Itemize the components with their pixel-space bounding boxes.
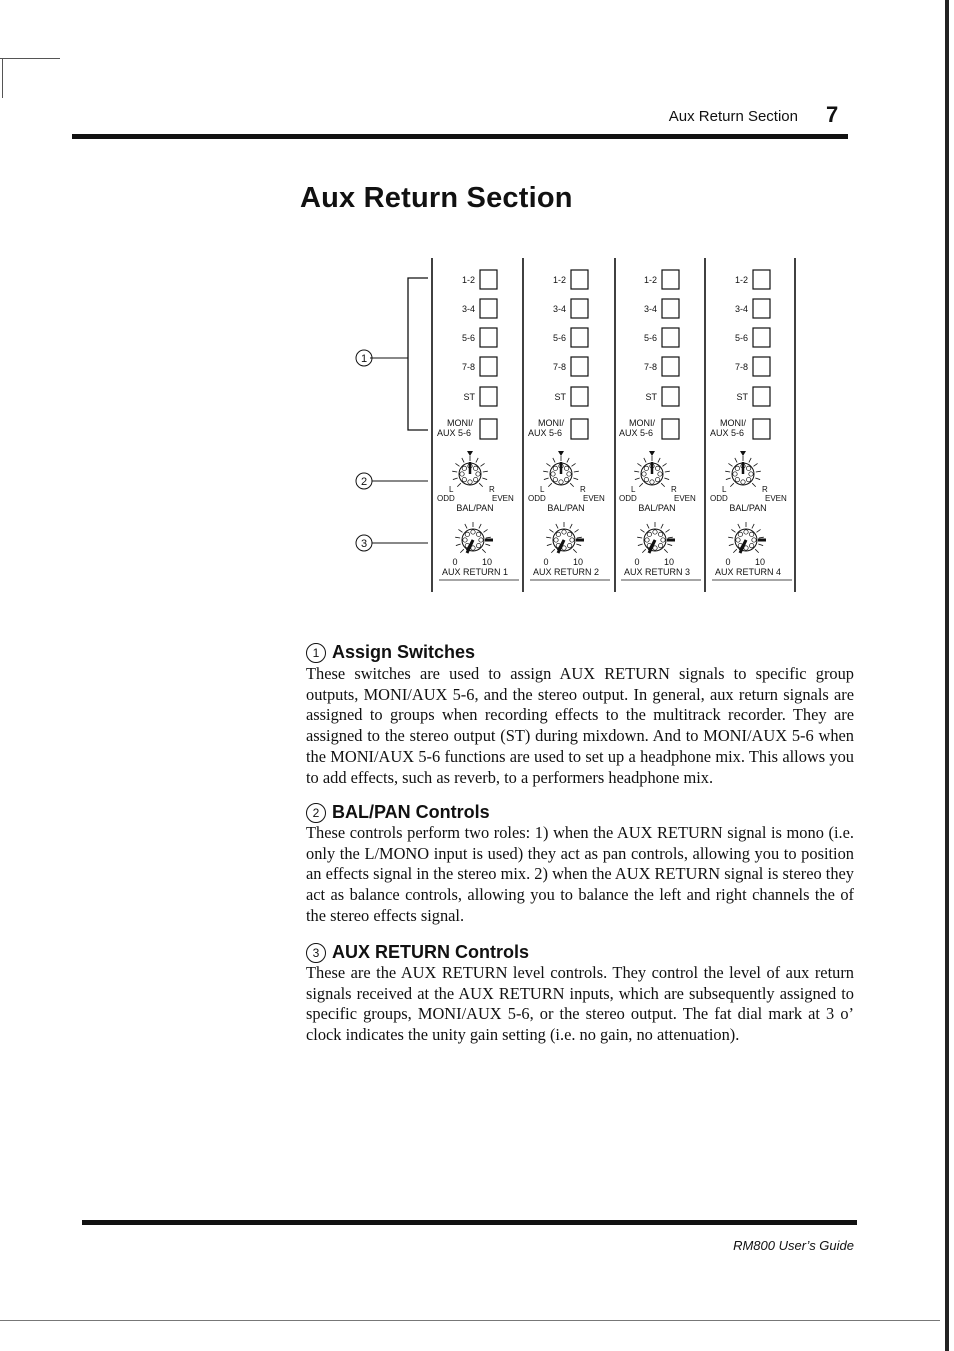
channel-caption: AUX RETURN 4 [714, 567, 782, 577]
knob-scallop [570, 538, 574, 542]
knob-tick [755, 478, 760, 480]
callout-number: 3 [360, 538, 368, 550]
knob-scallop [473, 477, 477, 481]
knob-tick [544, 478, 549, 480]
knob-scallop [749, 532, 753, 536]
level-max-label: 10 [572, 557, 584, 567]
knob-tick [726, 478, 731, 480]
switch-label: 3-4 [734, 304, 748, 314]
pan-label-odd: ODD [437, 494, 455, 503]
knob-tick [639, 483, 643, 487]
knob-tick [738, 524, 740, 528]
knob-scallop [476, 543, 480, 547]
assign-switch-st [753, 387, 770, 406]
section-body-bal-pan: These controls perform two roles: 1) when the AUX RETURN signal is mono (i.e. only the L/MONO input is used) they act as pan controls, allowing you to position an effects signal in the stereo mix. 2) when the AUX RETURN signal is stereo they act as balance controls, allowing you to balance the left and right channels the of the stereo effects signal. [306, 823, 854, 925]
scan-mark [2, 58, 3, 98]
assign-switch-moni-aux [662, 419, 679, 439]
level-max-label: 10 [663, 557, 675, 567]
knob-tick [728, 463, 732, 466]
switch-label: 7-8 [734, 362, 748, 372]
knob-scallop [462, 466, 466, 470]
knob-scallop [556, 532, 560, 536]
knob-tick [462, 458, 464, 462]
section-heading-assign-switches [306, 642, 475, 663]
knob-scallop [564, 466, 568, 470]
assign-switch-moni-aux [480, 419, 497, 439]
switch-label: 1-2 [643, 275, 657, 285]
assign-switch-1-2 [753, 270, 770, 289]
level-min-label: 0 [452, 557, 458, 567]
pan-label-right: R [671, 485, 677, 494]
knob-tick [638, 544, 643, 546]
knob-tick [758, 544, 763, 546]
knob-scallop [650, 480, 654, 484]
knob-scallop [658, 532, 662, 536]
knob-scallop [733, 472, 737, 476]
knob-scallop [741, 480, 745, 484]
callout-number: 3 [306, 943, 326, 963]
pan-label-odd: ODD [710, 494, 728, 503]
knob-scallop [476, 532, 480, 536]
knob-tick [479, 524, 481, 528]
knob-tick [647, 524, 649, 528]
knob-scallop [644, 466, 648, 470]
knob-scallop [658, 543, 662, 547]
knob-tick [570, 483, 574, 487]
knob-scallop [468, 480, 472, 484]
knob-scallop [752, 538, 756, 542]
knob-tick [455, 463, 459, 466]
knob-scallop [735, 477, 739, 481]
pan-caption: BAL/PAN [547, 503, 585, 513]
level-min-label: 0 [725, 557, 731, 567]
knob-scallop [653, 530, 657, 534]
switch-label: 3-4 [461, 304, 475, 314]
switch-label: 1-2 [552, 275, 566, 285]
level-max-label: 10 [754, 557, 766, 567]
switch-label: AUX 5-6 [710, 428, 745, 438]
knob-tick [757, 529, 761, 532]
pan-label-right: R [489, 485, 495, 494]
switch-label: 7-8 [552, 362, 566, 372]
knob-tick [666, 529, 670, 532]
knob-scallop [735, 466, 739, 470]
knob-tick [658, 458, 660, 462]
switch-label: 5-6 [552, 333, 566, 343]
knob-tick [476, 458, 478, 462]
section-body-aux-return: These are the AUX RETURN level controls. They control the level of aux return signals received at the AUX RETURN inputs, which are subsequently assigned to specific groups, MONI/AUX 5-6, or the stereo output. The fat dial mark at 3 o’ clock indicates the unity gain setting (i.e. no gain, no attenuation). [306, 963, 854, 1045]
knob-scallop [658, 472, 662, 476]
switch-label: 5-6 [461, 333, 475, 343]
knob-scallop [738, 532, 742, 536]
knob-tick [546, 463, 550, 466]
section-body-assign-switches: These switches are used to assign AUX RETURN signals to specific group outputs, MONI/AUX 5-6, and the stereo output. In general, aux return signals are assigned to groups when recording effects to the multitrack recorder. They are assigned to the stereo output (ST) during mixdown. And to MONI/AUX 5-6 when the MONI/AUX 5-6 functions are used to set up a headphone mix. This allows you to add effects, such as reverb, to a performers headphone mix. [306, 664, 854, 787]
assign-switch-1-2 [662, 270, 679, 289]
assign-switch-st [662, 387, 679, 406]
knob-tick [556, 524, 558, 528]
pan-label-even: EVEN [674, 494, 696, 503]
knob-tick [570, 524, 572, 528]
channel-caption: AUX RETURN 2 [532, 567, 600, 577]
knob-scallop [749, 543, 753, 547]
assign-switch-moni-aux [753, 419, 770, 439]
knob-tick [465, 524, 467, 528]
knob-tick [460, 549, 464, 553]
knob-scallop [554, 538, 558, 542]
knob-tick [663, 463, 667, 466]
pan-label-left: L [722, 485, 727, 494]
pan-label-left: L [631, 485, 636, 494]
knob-scallop [647, 532, 651, 536]
knob-tick [486, 537, 491, 538]
scan-mark [0, 1320, 940, 1321]
switch-label: 7-8 [643, 362, 657, 372]
knob-scallop [564, 477, 568, 481]
callout-number: 2 [360, 476, 368, 488]
knob-tick [548, 483, 552, 487]
footer-rule [82, 1220, 857, 1225]
knob-scallop [465, 532, 469, 536]
knob-tick [481, 463, 485, 466]
switch-label: AUX 5-6 [437, 428, 472, 438]
pan-label-even: EVEN [583, 494, 605, 503]
knob-scallop [460, 472, 464, 476]
pan-caption: BAL/PAN [638, 503, 676, 513]
knob-tick [483, 471, 488, 472]
knob-scallop [479, 538, 483, 542]
bracket-assign-switches [408, 278, 428, 430]
switch-label: MONI/ [447, 418, 473, 428]
knob-tick [668, 537, 673, 538]
pan-label-even: EVEN [765, 494, 787, 503]
switch-label: ST [463, 392, 475, 402]
assign-switch-1-2 [480, 270, 497, 289]
section-heading-bal-pan [306, 802, 490, 823]
center-detent-mark [467, 451, 473, 456]
knob-tick [637, 537, 642, 538]
switch-label: ST [736, 392, 748, 402]
knob-scallop [644, 477, 648, 481]
knob-tick [730, 483, 734, 487]
pan-label-left: L [449, 485, 454, 494]
aux-return-panel-diagram [340, 250, 810, 620]
knob-scallop [463, 538, 467, 542]
knob-tick [553, 458, 555, 462]
knob-tick [644, 458, 646, 462]
scan-mark [0, 58, 60, 59]
knob-scallop [476, 472, 480, 476]
knob-tick [728, 537, 733, 538]
knob-tick [729, 544, 734, 546]
knob-scallop [642, 472, 646, 476]
switch-label: 5-6 [643, 333, 657, 343]
knob-tick [479, 483, 483, 487]
knob-tick [664, 478, 669, 480]
knob-tick [572, 463, 576, 466]
knob-scallop [567, 543, 571, 547]
knob-scallop [746, 477, 750, 481]
knob-tick [634, 471, 639, 472]
knob-scallop [744, 530, 748, 534]
assign-switch-5-6 [753, 328, 770, 347]
level-min-label: 0 [543, 557, 549, 567]
header-rule [72, 134, 848, 139]
knob-scallop [553, 466, 557, 470]
callout-number: 2 [306, 803, 326, 823]
switch-label: MONI/ [538, 418, 564, 428]
knob-tick [452, 471, 457, 472]
switch-label: ST [645, 392, 657, 402]
knob-scallop [645, 538, 649, 542]
callout-number: 1 [306, 643, 326, 663]
running-header-title: Aux Return Section [668, 108, 798, 125]
switch-label: 7-8 [461, 362, 475, 372]
knob-tick [664, 549, 668, 553]
knob-tick [547, 544, 552, 546]
knob-scallop [567, 532, 571, 536]
knob-tick [735, 458, 737, 462]
knob-tick [573, 478, 578, 480]
knob-scallop [655, 477, 659, 481]
assign-switch-3-4 [480, 299, 497, 318]
assign-switch-3-4 [753, 299, 770, 318]
knob-tick [756, 471, 761, 472]
pan-caption: BAL/PAN [456, 503, 494, 513]
knob-tick [759, 537, 764, 538]
switch-label: MONI/ [629, 418, 655, 428]
section-title: BAL/PAN Controls [332, 802, 490, 822]
callout-number: 1 [360, 353, 368, 365]
knob-scallop [567, 472, 571, 476]
knob-scallop [736, 538, 740, 542]
knob-tick [482, 549, 486, 553]
switch-label: 3-4 [643, 304, 657, 314]
pan-caption: BAL/PAN [729, 503, 767, 513]
section-heading-aux-return [306, 942, 529, 963]
pan-label-right: R [580, 485, 586, 494]
knob-tick [661, 524, 663, 528]
page-title: Aux Return Section [300, 182, 573, 214]
knob-tick [567, 458, 569, 462]
assign-switch-5-6 [662, 328, 679, 347]
knob-tick [576, 544, 581, 546]
knob-tick [752, 524, 754, 528]
knob-scallop [559, 480, 563, 484]
knob-tick [543, 471, 548, 472]
knob-tick [667, 544, 672, 546]
knob-tick [549, 529, 553, 532]
knob-scallop [551, 472, 555, 476]
switch-label: 5-6 [734, 333, 748, 343]
assign-switch-3-4 [571, 299, 588, 318]
knob-tick [574, 471, 579, 472]
center-detent-mark [740, 451, 746, 456]
pan-label-odd: ODD [528, 494, 546, 503]
switch-label: AUX 5-6 [619, 428, 654, 438]
pan-label-odd: ODD [619, 494, 637, 503]
knob-tick [733, 549, 737, 553]
assign-switch-st [571, 387, 588, 406]
knob-scallop [749, 472, 753, 476]
center-detent-mark [558, 451, 564, 456]
knob-tick [752, 483, 756, 487]
assign-switch-1-2 [571, 270, 588, 289]
knob-scallop [473, 466, 477, 470]
pan-label-left: L [540, 485, 545, 494]
center-detent-mark [649, 451, 655, 456]
knob-tick [665, 471, 670, 472]
switch-label: ST [554, 392, 566, 402]
knob-tick [546, 537, 551, 538]
knob-tick [640, 529, 644, 532]
channel-caption: AUX RETURN 3 [623, 567, 691, 577]
knob-tick [484, 529, 488, 532]
pan-label-right: R [762, 485, 768, 494]
knob-scallop [462, 477, 466, 481]
level-max-label: 10 [481, 557, 493, 567]
knob-tick [482, 478, 487, 480]
switch-label: MONI/ [720, 418, 746, 428]
knob-scallop [562, 530, 566, 534]
scan-edge [945, 0, 949, 1351]
knob-tick [754, 463, 758, 466]
knob-scallop [471, 530, 475, 534]
footer-guide-title: RM800 User’s Guide [733, 1238, 854, 1253]
assign-switch-5-6 [571, 328, 588, 347]
knob-tick [635, 478, 640, 480]
knob-tick [485, 544, 490, 546]
knob-tick [458, 529, 462, 532]
section-title: AUX RETURN Controls [332, 942, 529, 962]
knob-tick [575, 529, 579, 532]
assign-switch-3-4 [662, 299, 679, 318]
knob-tick [551, 549, 555, 553]
knob-scallop [655, 466, 659, 470]
switch-label: AUX 5-6 [528, 428, 563, 438]
switch-label: 1-2 [461, 275, 475, 285]
knob-tick [456, 544, 461, 546]
knob-tick [453, 478, 458, 480]
knob-tick [457, 483, 461, 487]
assign-switch-moni-aux [571, 419, 588, 439]
knob-tick [577, 537, 582, 538]
knob-tick [725, 471, 730, 472]
assign-switch-7-8 [753, 357, 770, 376]
knob-scallop [746, 466, 750, 470]
pan-label-even: EVEN [492, 494, 514, 503]
knob-tick [642, 549, 646, 553]
assign-switch-st [480, 387, 497, 406]
page-number: 7 [826, 102, 839, 127]
assign-switch-7-8 [662, 357, 679, 376]
knob-tick [661, 483, 665, 487]
assign-switch-5-6 [480, 328, 497, 347]
channel-caption: AUX RETURN 1 [441, 567, 509, 577]
knob-tick [731, 529, 735, 532]
knob-scallop [661, 538, 665, 542]
section-title: Assign Switches [332, 642, 476, 662]
knob-tick [749, 458, 751, 462]
assign-switch-7-8 [480, 357, 497, 376]
switch-label: 3-4 [552, 304, 566, 314]
knob-tick [637, 463, 641, 466]
assign-switch-7-8 [571, 357, 588, 376]
level-min-label: 0 [634, 557, 640, 567]
knob-scallop [553, 477, 557, 481]
knob-tick [755, 549, 759, 553]
knob-tick [455, 537, 460, 538]
knob-tick [573, 549, 577, 553]
switch-label: 1-2 [734, 275, 748, 285]
